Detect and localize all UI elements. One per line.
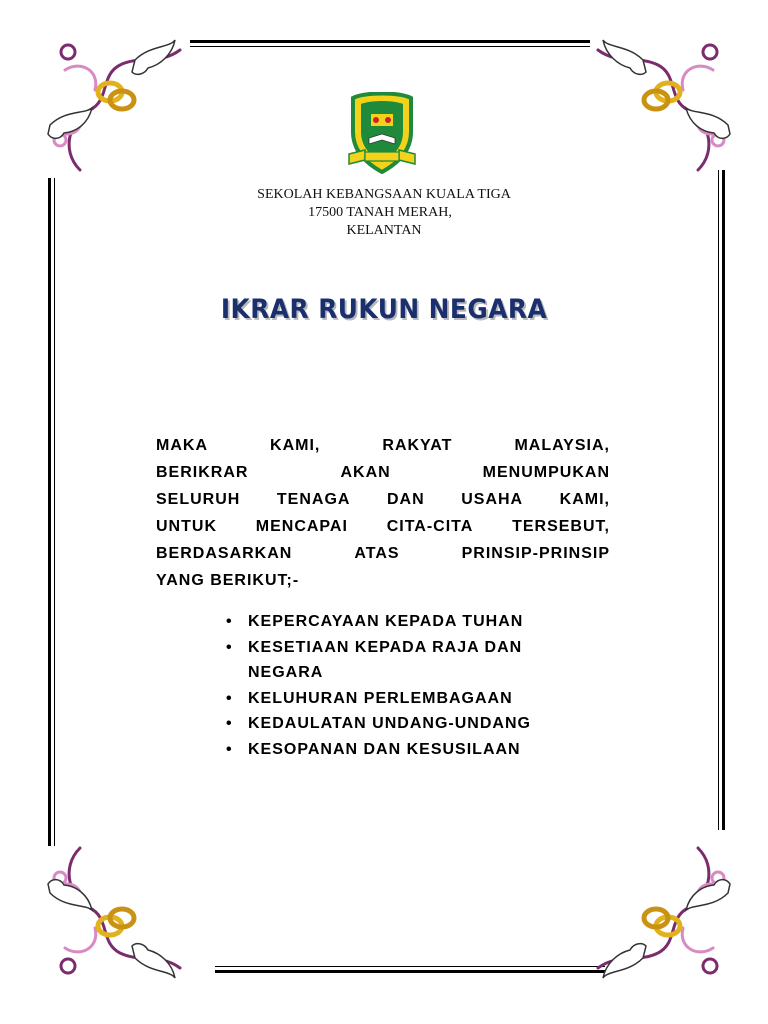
pledge-word: DAN bbox=[387, 491, 425, 508]
frame-top-outer bbox=[190, 40, 590, 43]
frame-left-outer bbox=[48, 178, 51, 846]
pledge-word: KAMI, bbox=[270, 437, 321, 454]
principle-item: • KELUHURAN PERLEMBAGAAN bbox=[226, 686, 586, 712]
pledge-word: YANG BERIKUT;- bbox=[156, 572, 300, 589]
pledge-word: KAMI, bbox=[559, 491, 610, 508]
pledge-line bbox=[156, 432, 610, 459]
principle-item: • KEDAULATAN UNDANG-UNDANG bbox=[226, 711, 586, 737]
pledge-word: TERSEBUT, bbox=[512, 518, 610, 535]
pledge-line bbox=[156, 486, 610, 513]
pledge-word: MALAYSIA, bbox=[514, 437, 610, 454]
principle-item: • KEPERCAYAAN KEPADA TUHAN bbox=[226, 609, 586, 635]
principle-item: • KESOPANAN DAN KESUSILAAN bbox=[226, 737, 586, 763]
pledge-paragraph bbox=[156, 432, 610, 594]
dove-ring-ornament-icon bbox=[588, 30, 738, 180]
frame-top-inner bbox=[190, 46, 590, 47]
dove-ring-ornament-icon bbox=[40, 30, 190, 180]
frame-left-inner bbox=[54, 178, 55, 846]
pledge-word: CITA-CITA bbox=[386, 518, 474, 535]
frame-right-inner bbox=[718, 170, 719, 830]
frame-right-outer bbox=[722, 170, 725, 830]
pledge-word: USAHA bbox=[461, 491, 524, 508]
pledge-line bbox=[156, 459, 610, 486]
principle-item: • KESETIAAN KEPADA RAJA DAN NEGARA bbox=[226, 635, 586, 686]
pledge-word: MAKA bbox=[156, 437, 208, 454]
page-title: IKRAR RUKUN NEGARA bbox=[220, 294, 548, 325]
pledge-word: BERDASARKAN bbox=[156, 545, 293, 562]
pledge-word: MENCAPAI bbox=[255, 518, 348, 535]
pledge-word: RAKYAT bbox=[382, 437, 453, 454]
pledge-word: SELURUH bbox=[156, 491, 241, 508]
pledge-word: BERIKRAR bbox=[156, 464, 249, 481]
principles-list bbox=[226, 609, 586, 762]
pledge-word: PRINSIP-PRINSIP bbox=[461, 545, 610, 562]
pledge-word: AKAN bbox=[340, 464, 391, 481]
pledge-word: TENAGA bbox=[276, 491, 351, 508]
school-state: KELANTAN bbox=[346, 223, 422, 238]
frame-bottom-inner bbox=[215, 966, 605, 967]
school-address: 17500 TANAH MERAH, bbox=[308, 205, 452, 220]
school-crest-icon bbox=[345, 92, 419, 174]
pledge-line bbox=[156, 567, 610, 594]
frame-bottom-outer bbox=[215, 970, 605, 973]
pledge-line bbox=[156, 540, 610, 567]
dove-ring-ornament-icon bbox=[588, 838, 738, 988]
pledge-line bbox=[156, 513, 610, 540]
school-name: SEKOLAH KEBANGSAAN KUALA TIGA bbox=[257, 187, 511, 202]
dove-ring-ornament-icon bbox=[40, 838, 190, 988]
pledge-word: ATAS bbox=[354, 545, 400, 562]
pledge-word: UNTUK bbox=[156, 518, 217, 535]
pledge-word: MENUMPUKAN bbox=[482, 464, 610, 481]
